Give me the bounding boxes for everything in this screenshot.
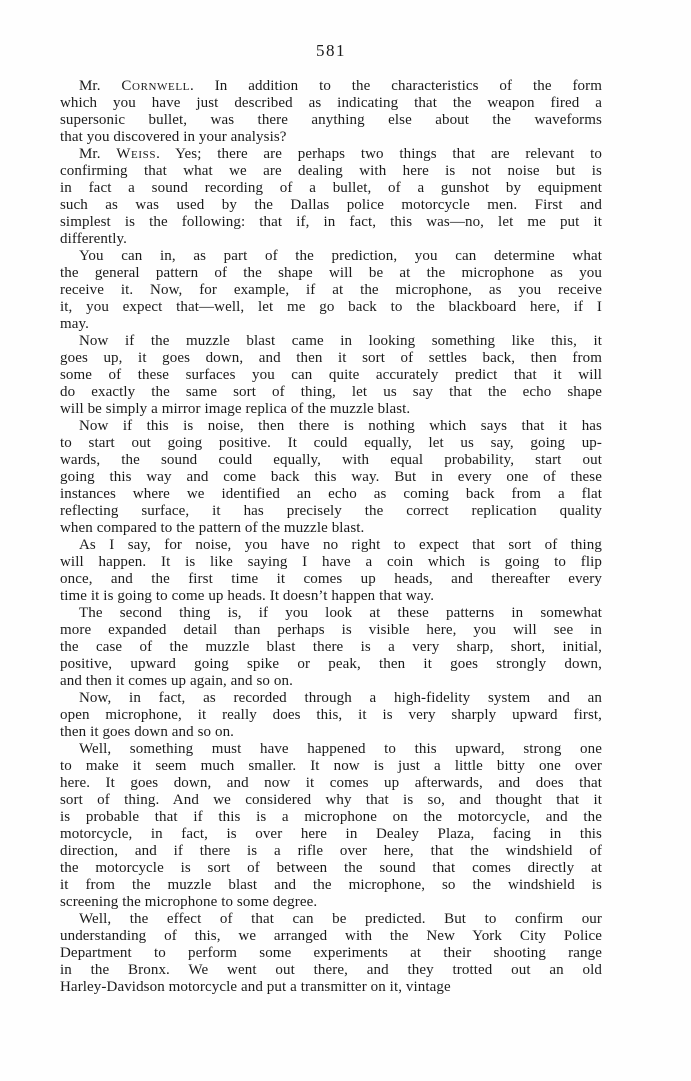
text-line: in fact a sound recording of a bullet, of a gunshot by equipment (60, 180, 602, 196)
page-number: 581 (316, 41, 346, 60)
paragraph (60, 605, 602, 690)
text-line: to start out going positive. It could equally, let us say, going up- (60, 435, 602, 451)
text-line: confirming that what we are dealing with here is not noise but is (60, 163, 602, 179)
text-line: reflecting surface, it has precisely the correct replication quality (60, 503, 602, 519)
text-line: it from the muzzle blast and the microphone, so the windshield is (60, 877, 602, 893)
text-line: As I say, for noise, you have no right to expect that sort of thing (79, 537, 602, 553)
paragraph (60, 333, 602, 418)
text-line: motorcycle, in fact, is over here in Dealey Plaza, facing in this (60, 826, 602, 842)
text-line: Now if the muzzle blast came in looking something like this, it (79, 333, 602, 349)
text-line: Department to perform some experiments at their shooting range (60, 945, 602, 961)
paragraph (60, 418, 602, 537)
text-line: more expanded detail than perhaps is visible here, you will see in (60, 622, 602, 638)
text-line: direction, and if there is a rifle over here, that the windshield of (60, 843, 602, 859)
text-line: instances where we identified an echo as coming back from a flat (60, 486, 602, 502)
text-line: will happen. It is like saying I have a coin which is going to flip (60, 554, 602, 570)
text-line: here. It goes down, and now it comes up afterwards, and does that (60, 775, 602, 791)
text-line: that you discovered in your analysis? (60, 129, 287, 145)
text-line: screening the microphone to some degree. (60, 894, 318, 910)
speaker-name: Weiss (116, 146, 157, 162)
text-line: the motorcycle is sort of between the sound that comes directly at (60, 860, 602, 876)
text-line: may. (60, 316, 90, 332)
page-body (60, 78, 602, 996)
text-line: will be simply a mirror image replica of the muzzle blast. (60, 401, 411, 417)
text-line: it, you expect that—well, let me go back to the blackboard here, if I (60, 299, 602, 315)
text-line: and then it comes up again, and so on. (60, 673, 293, 689)
text-line: Well, the effect of that can be predicted. But to confirm our (79, 911, 602, 927)
text-line: The second thing is, if you look at these patterns in somewhat (79, 605, 602, 621)
text-line: positive, upward going spike or peak, then it goes strongly down, (60, 656, 602, 672)
paragraph (60, 248, 602, 333)
text-line: Harley-Davidson motorcycle and put a transmitter on it, vintage (60, 979, 451, 995)
text-line: to make it seem much smaller. It now is just a little bitty one over (60, 758, 602, 774)
text-line: once, and the first time it comes up heads, and thereafter every (60, 571, 602, 587)
text-line: Mr. Weiss. Yes; there are perhaps two things that are relevant to (79, 146, 603, 162)
text-line: some of these surfaces you can quite accurately predict that it will (60, 367, 602, 383)
text-line: then it goes down and so on. (60, 724, 235, 740)
text-line: simplest is the following: that if, in fact, this was—no, let me put it (60, 214, 602, 230)
text-line: when compared to the pattern of the muzzle blast. (60, 520, 365, 536)
text-line: wards, the sound could equally, with equal probability, start out (60, 452, 602, 468)
text-line: receive it. Now, for example, if at the microphone, as you receive (60, 282, 602, 298)
text-line: Mr. Cornwell. In addition to the characteristics of the form (79, 78, 602, 94)
text-line: the case of the muzzle blast there is a very sharp, short, initial, (60, 639, 602, 655)
text-line: You can in, as part of the prediction, you can determine what (79, 248, 602, 264)
text-line: differently. (60, 231, 128, 247)
text-line: Now if this is noise, then there is nothing which says that it has (79, 418, 602, 434)
text-line: going this way and come back this way. But in every one of these (60, 469, 602, 485)
paragraph (60, 690, 602, 741)
paragraph (60, 911, 602, 996)
text-line: which you have just described as indicating that the weapon fired a (60, 95, 602, 111)
text-line: such as was used by the Dallas police motorcycle men. First and (60, 197, 602, 213)
text-line: Now, in fact, as recorded through a high-fidelity system and an (79, 690, 602, 706)
text-line: open microphone, it really does this, it is very sharply upward first, (60, 707, 602, 723)
text-line: is probable that if this is a microphone on the motorcycle, and the (60, 809, 602, 825)
paragraph (60, 78, 602, 146)
text-line: Well, something must have happened to this upward, strong one (79, 741, 602, 757)
paragraph (60, 741, 602, 911)
text-line: supersonic bullet, was there anything else about the waveforms (60, 112, 602, 128)
speaker-name: Cornwell (121, 78, 190, 94)
text-line: understanding of this, we arranged with the New York City Police (60, 928, 602, 944)
text-line: goes up, it goes down, and then it sort of settles back, then from (60, 350, 602, 366)
text-line: do exactly the same sort of thing, let us say that the echo shape (60, 384, 602, 400)
text-line: the general pattern of the shape will be at the microphone as you (60, 265, 602, 281)
text-line: time it is going to come up heads. It doesn’t happen that way. (60, 588, 435, 604)
paragraph (60, 146, 602, 248)
text-line: sort of thing. And we considered why that is so, and thought that it (60, 792, 602, 808)
paragraph (60, 537, 602, 605)
text-line: in the Bronx. We went out there, and they trotted out an old (60, 962, 602, 978)
